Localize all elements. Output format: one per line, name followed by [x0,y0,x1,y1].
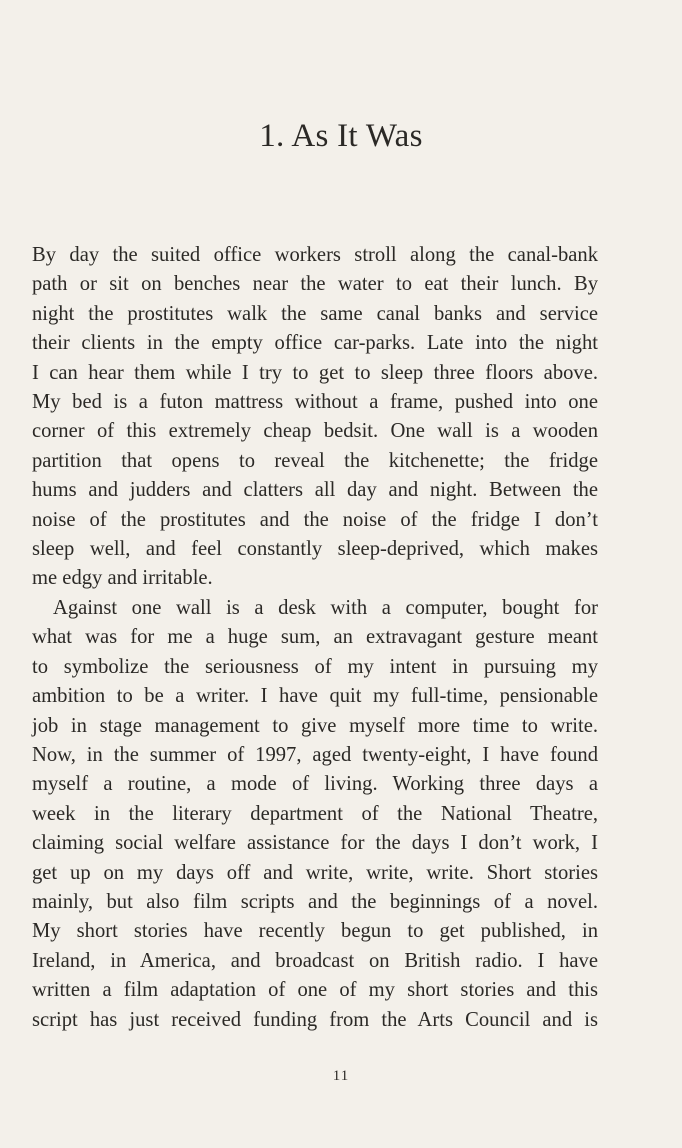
text-line: claiming social welfare assistance for the days I don’t work, I [32,832,598,855]
text-line: sleep well, and feel constantly sleep-deprived, which makes [32,538,598,561]
text-line: Against one wall is a desk with a computer, bought for [53,596,598,619]
paragraph-2 [32,594,598,1035]
text-line: job in stage management to give myself more time to write. [32,714,598,737]
text-line: script has just received funding from the Arts Council and is [32,1008,598,1031]
text-line: written a film adaptation of one of my short stories and this [32,979,598,1002]
text-line: get up on my days off and write, write, write. Short stories [32,861,598,884]
text-line: noise of the prostitutes and the noise of the fridge I don’t [32,508,598,531]
text-line: myself a routine, a mode of living. Working three days a [32,773,598,796]
paragraph-1 [32,241,598,594]
text-line: week in the literary department of the National Theatre, [32,802,598,825]
text-line: My short stories have recently begun to get published, in [32,920,598,943]
text-line: to symbolize the seriousness of my intent in pursuing my [32,655,598,678]
text-line: corner of this extremely cheap bedsit. One wall is a wooden [32,420,598,443]
page-number: 11 [332,1068,350,1084]
text-line: Ireland, in America, and broadcast on British radio. I have [32,949,598,972]
text-line: ambition to be a writer. I have quit my full-time, pensionable [32,685,598,708]
text-line: I can hear them while I try to get to sleep three floors above. [32,361,598,384]
text-line: partition that opens to reveal the kitchenette; the fridge [32,449,598,472]
chapter-title: 1. As It Was [259,118,423,154]
text-line: me edgy and irritable. [32,567,213,590]
text-line: hums and judders and clatters all day and night. Between the [32,479,598,502]
text-line: My bed is a futon mattress without a frame, pushed into one [32,391,598,414]
text-line: Now, in the summer of 1997, aged twenty-eight, I have found [32,743,598,766]
text-line: their clients in the empty office car-parks. Late into the night [32,332,598,355]
text-line: path or sit on benches near the water to eat their lunch. By [32,273,598,296]
text-line: By day the suited office workers stroll along the canal-bank [32,244,598,266]
body-text [32,241,598,1035]
text-line: night the prostitutes walk the same canal banks and service [32,302,598,325]
text-line: what was for me a huge sum, an extravagant gesture meant [32,626,598,649]
text-line: mainly, but also film scripts and the beginnings of a novel. [32,890,598,913]
